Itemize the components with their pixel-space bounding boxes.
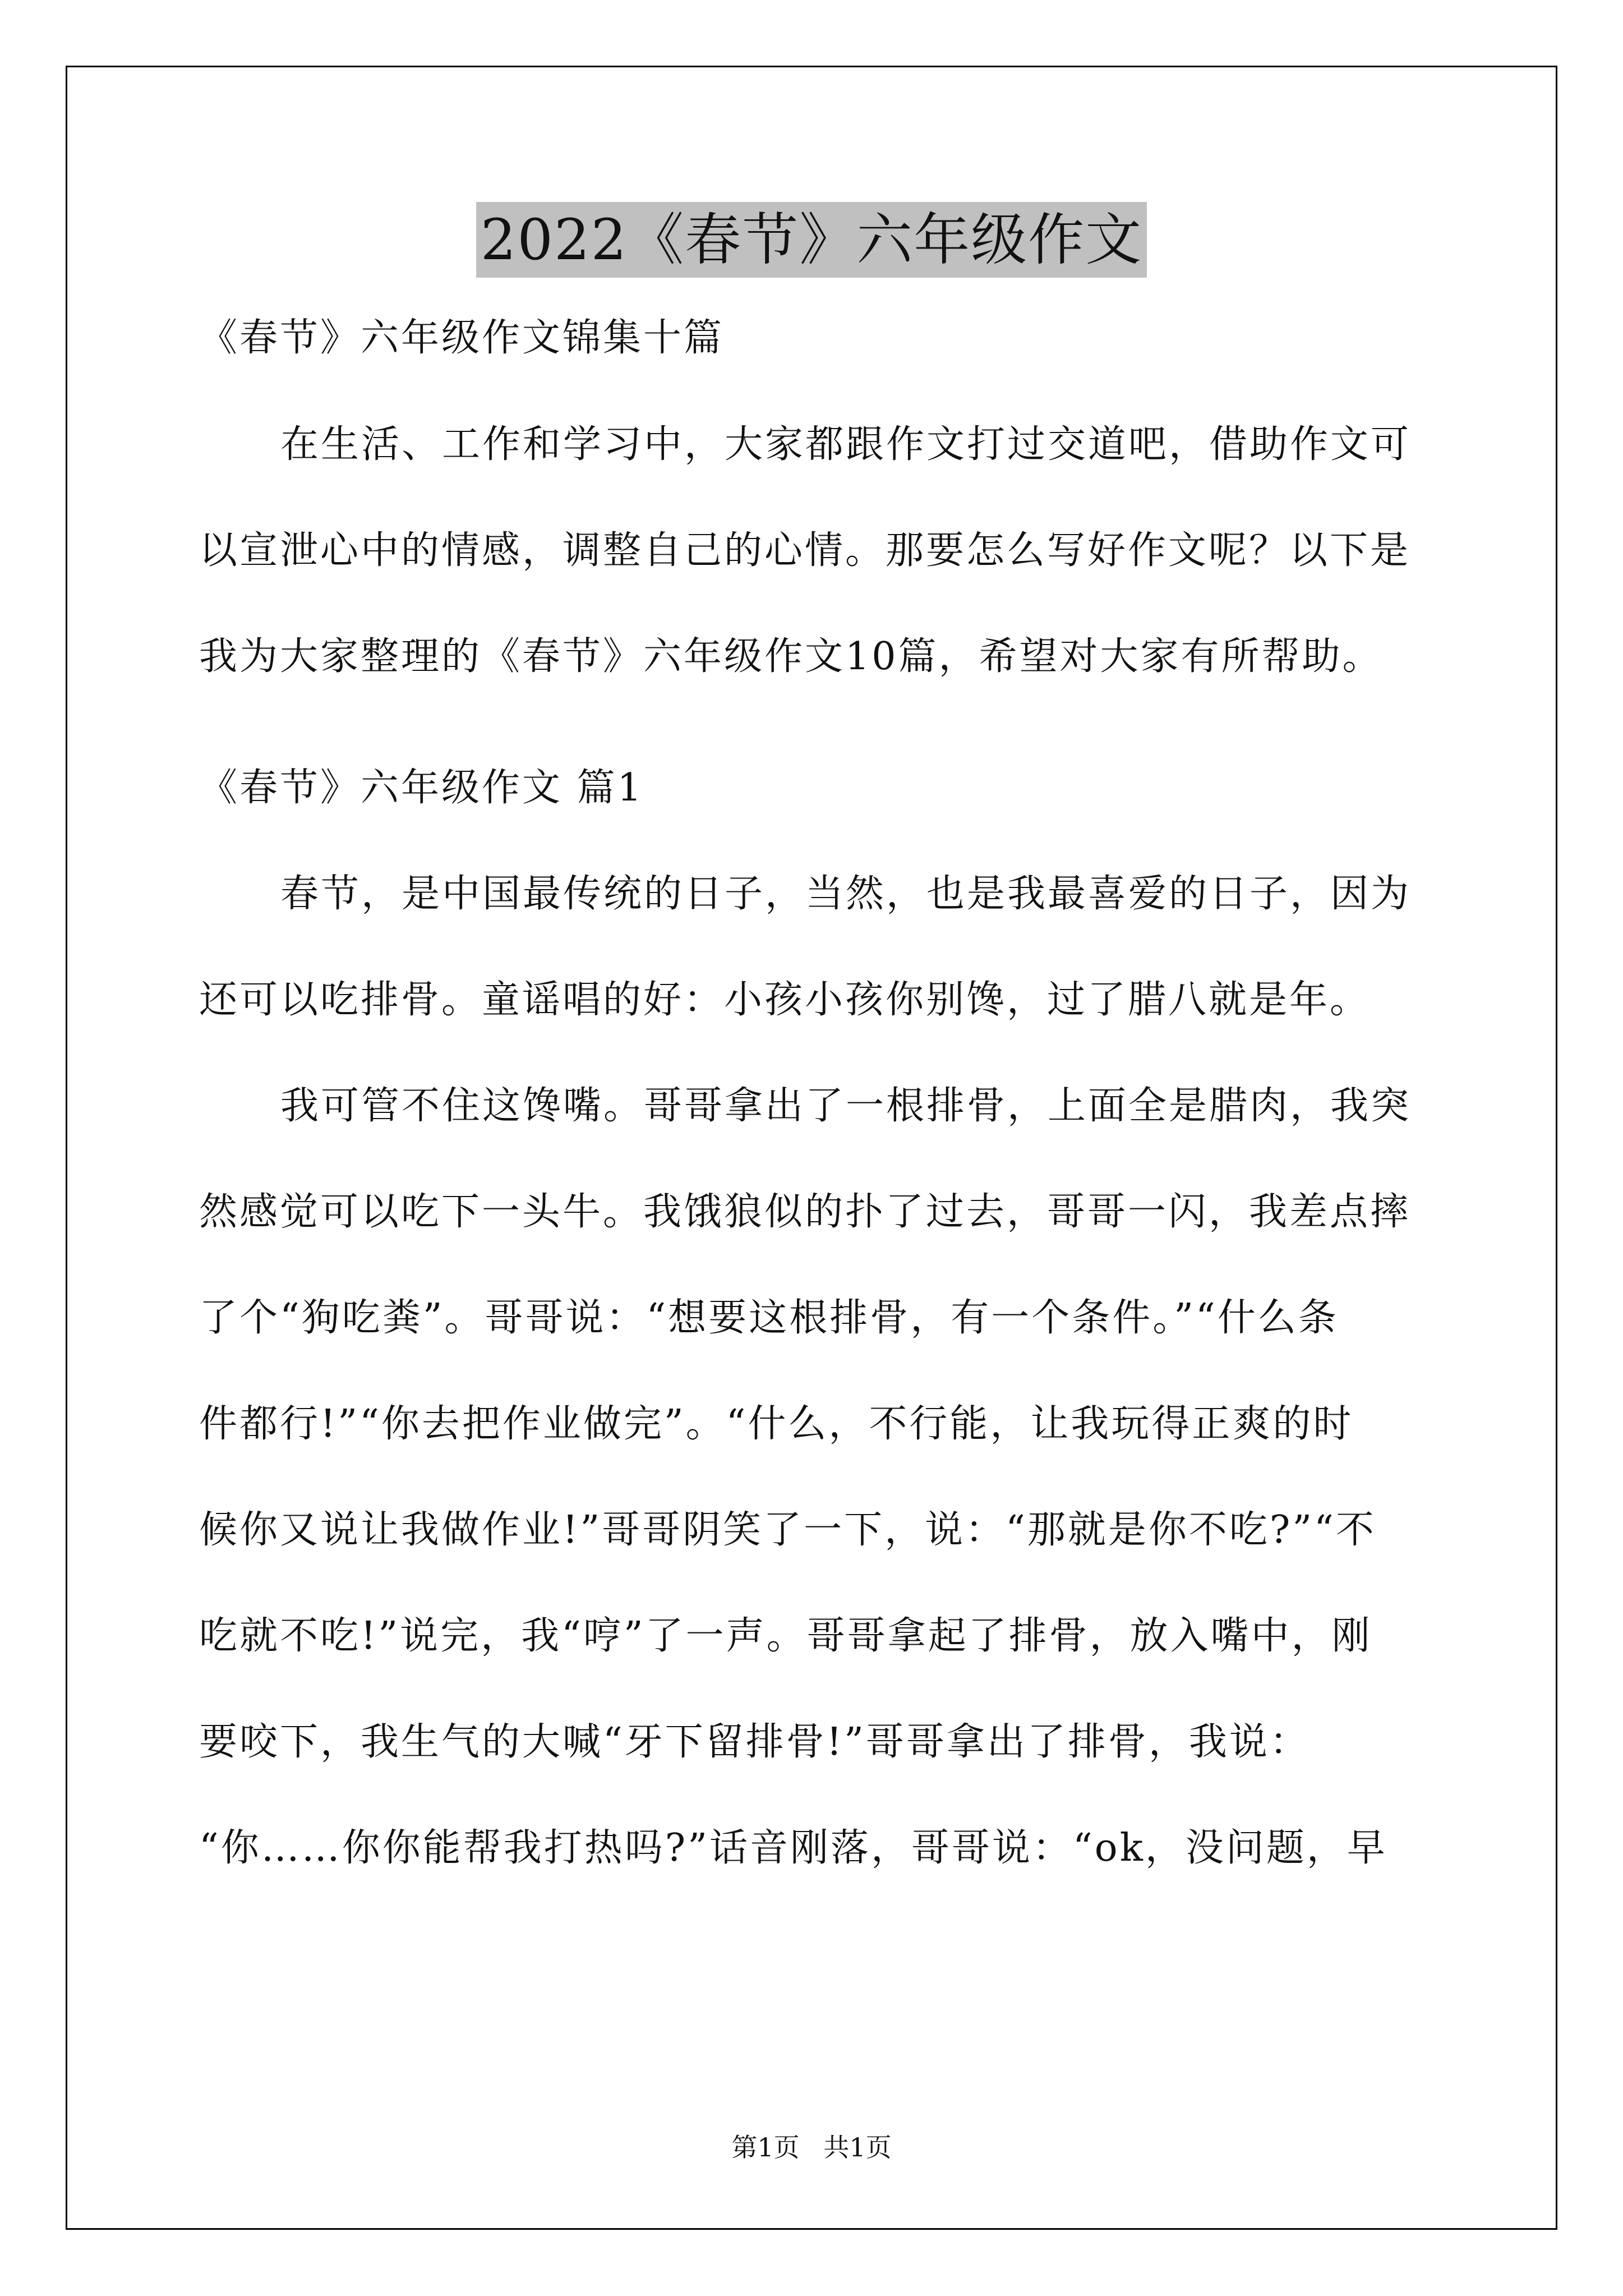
paragraph-line: “你……你你能帮我打热吗?”话音刚落，哥哥说：“ok，没问题，早 xyxy=(199,1826,1387,1870)
document-body xyxy=(199,311,1427,1875)
page-footer xyxy=(0,2131,1623,2164)
paragraph-line: 候你又说让我做作业!”哥哥阴笑了一下，说：“那就是你不吃?”“不 xyxy=(199,1508,1376,1552)
paragraph-1 xyxy=(199,867,1427,1027)
page-number: 第1页 xyxy=(731,2132,800,2162)
paragraph-line: 了个“狗吃粪”。哥哥说：“想要这根排骨，有一个条件。”“什么条 xyxy=(199,1296,1339,1340)
paragraph-line: 要咬下，我生气的大喊“牙下留排骨!”哥哥拿出了排骨，我说： xyxy=(199,1720,1310,1764)
intro-paragraph xyxy=(199,418,1427,684)
paragraph-line: 还可以吃排骨。童谣唱的好：小孩小孩你别馋，过了腊八就是年。 xyxy=(199,978,1371,1022)
document-title: 2022《春节》六年级作文 xyxy=(476,202,1147,278)
paragraph-line: 春节，是中国最传统的日子，当然，也是我最喜爱的日子，因为 xyxy=(280,872,1412,916)
page-total: 共1页 xyxy=(823,2132,892,2162)
paragraph-line: 我为大家整理的《春节》六年级作文10篇，希望对大家有所帮助。 xyxy=(199,634,1383,679)
document-subtitle: 《春节》六年级作文锦集十篇 xyxy=(199,316,725,360)
paragraph-line: 我可管不住这馋嘴。哥哥拿出了一根排骨，上面全是腊肉，我突 xyxy=(280,1084,1412,1128)
title-container xyxy=(0,202,1623,278)
section-heading: 《春节》六年级作文 篇1 xyxy=(199,766,644,810)
paragraph-line: 然感觉可以吃下一头牛。我饿狼似的扑了过去，哥哥一闪，我差点摔 xyxy=(199,1190,1411,1234)
paragraph-line: 在生活、工作和学习中，大家都跟作文打过交道吧，借助作文可 xyxy=(280,422,1412,467)
paragraph-line: 以宣泄心中的情感，调整自己的心情。那要怎么写好作文呢？以下是 xyxy=(199,528,1411,573)
paragraph-line: 件都行!”“你去把作业做完”。“什么，不行能，让我玩得正爽的时 xyxy=(199,1402,1354,1446)
paragraph-line: 吃就不吃!”说完，我“哼”了一声。哥哥拿起了排骨，放入嘴中，刚 xyxy=(199,1614,1372,1658)
paragraph-2 xyxy=(199,1079,1427,1875)
